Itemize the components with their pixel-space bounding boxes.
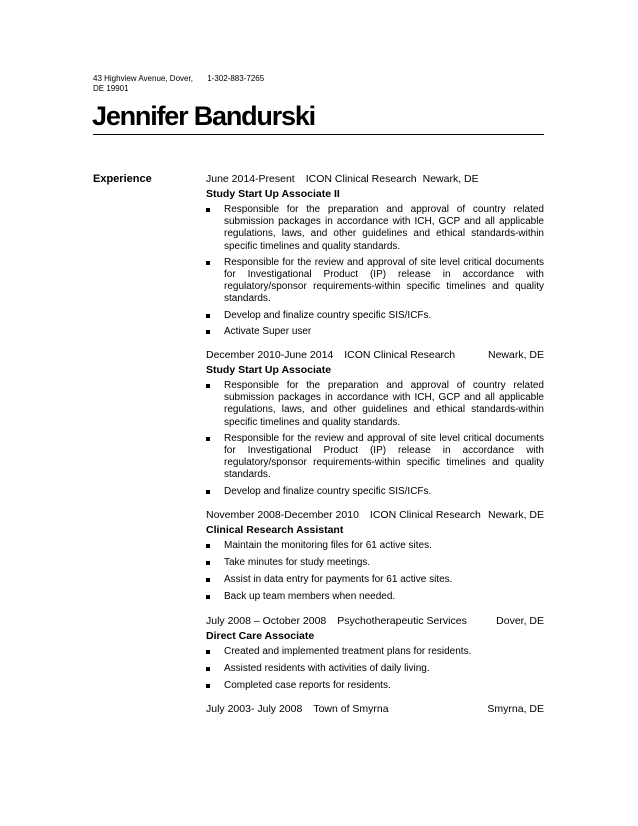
list-item	[206, 204, 544, 253]
bullet-icon	[206, 330, 210, 334]
bullet-icon	[206, 490, 210, 494]
list-item	[206, 574, 544, 586]
list-item	[206, 257, 544, 306]
contact-address: 43 Highview Avenue, Dover, DE 19901	[93, 74, 193, 93]
job-org: Psychotherapeutic Services	[337, 614, 467, 627]
job-header	[206, 172, 544, 186]
job-org: ICON Clinical Research	[344, 349, 456, 362]
job-title: Clinical Research Assistant	[206, 523, 344, 536]
list-item	[206, 680, 544, 692]
bullet-text: Completed case reports for residents.	[224, 680, 391, 692]
list-item	[206, 663, 544, 675]
bullet-text: Responsible for the preparation and approval of country related submission packages in accordance with ICH, GCP and all applicable regulations, laws, and other guidelines and ethical standards-within specific timelines and quality standards.	[224, 380, 544, 428]
job-dates: June 2014-Present	[206, 173, 295, 185]
job-entry	[206, 172, 544, 338]
list-item	[206, 310, 544, 322]
bullet-text: Created and implemented treatment plans for residents.	[224, 645, 472, 657]
list-item	[206, 326, 544, 338]
job-org: Town of Smyrna	[313, 703, 389, 716]
bullet-text: Develop and finalize country specific SIS/ICFs.	[224, 309, 432, 321]
job-location: Newark, DE	[487, 349, 544, 362]
list-item	[206, 591, 544, 603]
bullet-icon	[206, 384, 210, 388]
job-title: Direct Care Associate	[206, 629, 315, 642]
job-title: Study Start Up Associate	[206, 364, 332, 377]
job-location: Newark, DE	[422, 173, 479, 185]
job-location: Dover, DE	[496, 614, 544, 627]
job-dates: November 2008-December 2010	[206, 508, 359, 521]
list-item	[206, 557, 544, 569]
bullet-icon	[206, 650, 210, 654]
bullet-text: Back up team members when needed.	[224, 591, 396, 603]
job-entry	[206, 614, 544, 693]
bullet-icon	[206, 578, 210, 582]
bullet-text: Develop and finalize country specific SIS/ICFs.	[224, 485, 432, 497]
job-location: Smyrna, DE	[487, 703, 544, 716]
bullet-icon	[206, 261, 210, 265]
bullet-icon	[206, 544, 210, 548]
job-org: ICON Clinical Research	[305, 173, 417, 185]
experience-list	[206, 172, 544, 726]
list-item	[206, 646, 544, 658]
bullet-text: Maintain the monitoring files for 61 active sites.	[224, 539, 432, 551]
job-entry	[206, 508, 544, 604]
bullet-icon	[206, 437, 210, 441]
bullet-text: Responsible for the preparation and approval of country related submission packages in accordance with ICH, GCP and all applicable regulations, laws, and other guidelines and ethical standards-within specific timelines and quality standards.	[224, 204, 544, 252]
job-location: Newark, DE	[487, 508, 544, 521]
job-bullets	[206, 540, 544, 604]
job-header	[206, 508, 544, 522]
bullet-icon	[206, 595, 210, 599]
job-title: Study Start Up Associate II	[206, 188, 340, 200]
job-header	[206, 614, 544, 628]
bullet-icon	[206, 314, 210, 318]
bullet-icon	[206, 208, 210, 212]
contact-block	[93, 74, 264, 94]
job-bullets	[206, 646, 544, 693]
job-header	[206, 702, 544, 716]
bullet-text: Assisted residents with activities of daily living.	[224, 662, 430, 674]
contact-phone: 1-302-883-7265	[207, 74, 265, 83]
list-item	[206, 486, 544, 498]
list-item	[206, 540, 544, 552]
job-bullets	[206, 380, 544, 498]
header-divider	[93, 134, 544, 135]
list-item	[206, 380, 544, 429]
job-org: ICON Clinical Research	[369, 508, 481, 521]
job-dates: July 2008 – October 2008	[206, 614, 327, 627]
job-entry	[206, 348, 544, 498]
bullet-icon	[206, 667, 210, 671]
bullet-text: Activate Super user	[224, 325, 312, 337]
bullet-text: Assist in data entry for payments for 61 active sites.	[224, 574, 453, 586]
list-item	[206, 433, 544, 482]
job-dates: December 2010-June 2014	[206, 349, 334, 362]
job-header	[206, 348, 544, 362]
bullet-text: Responsible for the review and approval of site level critical documents for Investigational Product (IP) release in accordance with regulatory/sponsor requirements-within specific timelines and quality standards.	[224, 256, 544, 305]
candidate-name: Jennifer Bandurski	[92, 101, 315, 131]
job-entry	[206, 702, 544, 716]
bullet-text: Responsible for the review and approval of site level critical documents for Investigational Product (IP) release in accordance with regulatory/sponsor requirements-within specific timelines and quality standards.	[224, 432, 544, 481]
bullet-icon	[206, 561, 210, 565]
bullet-icon	[206, 684, 210, 688]
bullet-text: Take minutes for study meetings.	[224, 557, 371, 569]
job-bullets	[206, 204, 544, 338]
job-dates: July 2003- July 2008	[206, 703, 303, 716]
section-label-experience: Experience	[93, 173, 152, 185]
